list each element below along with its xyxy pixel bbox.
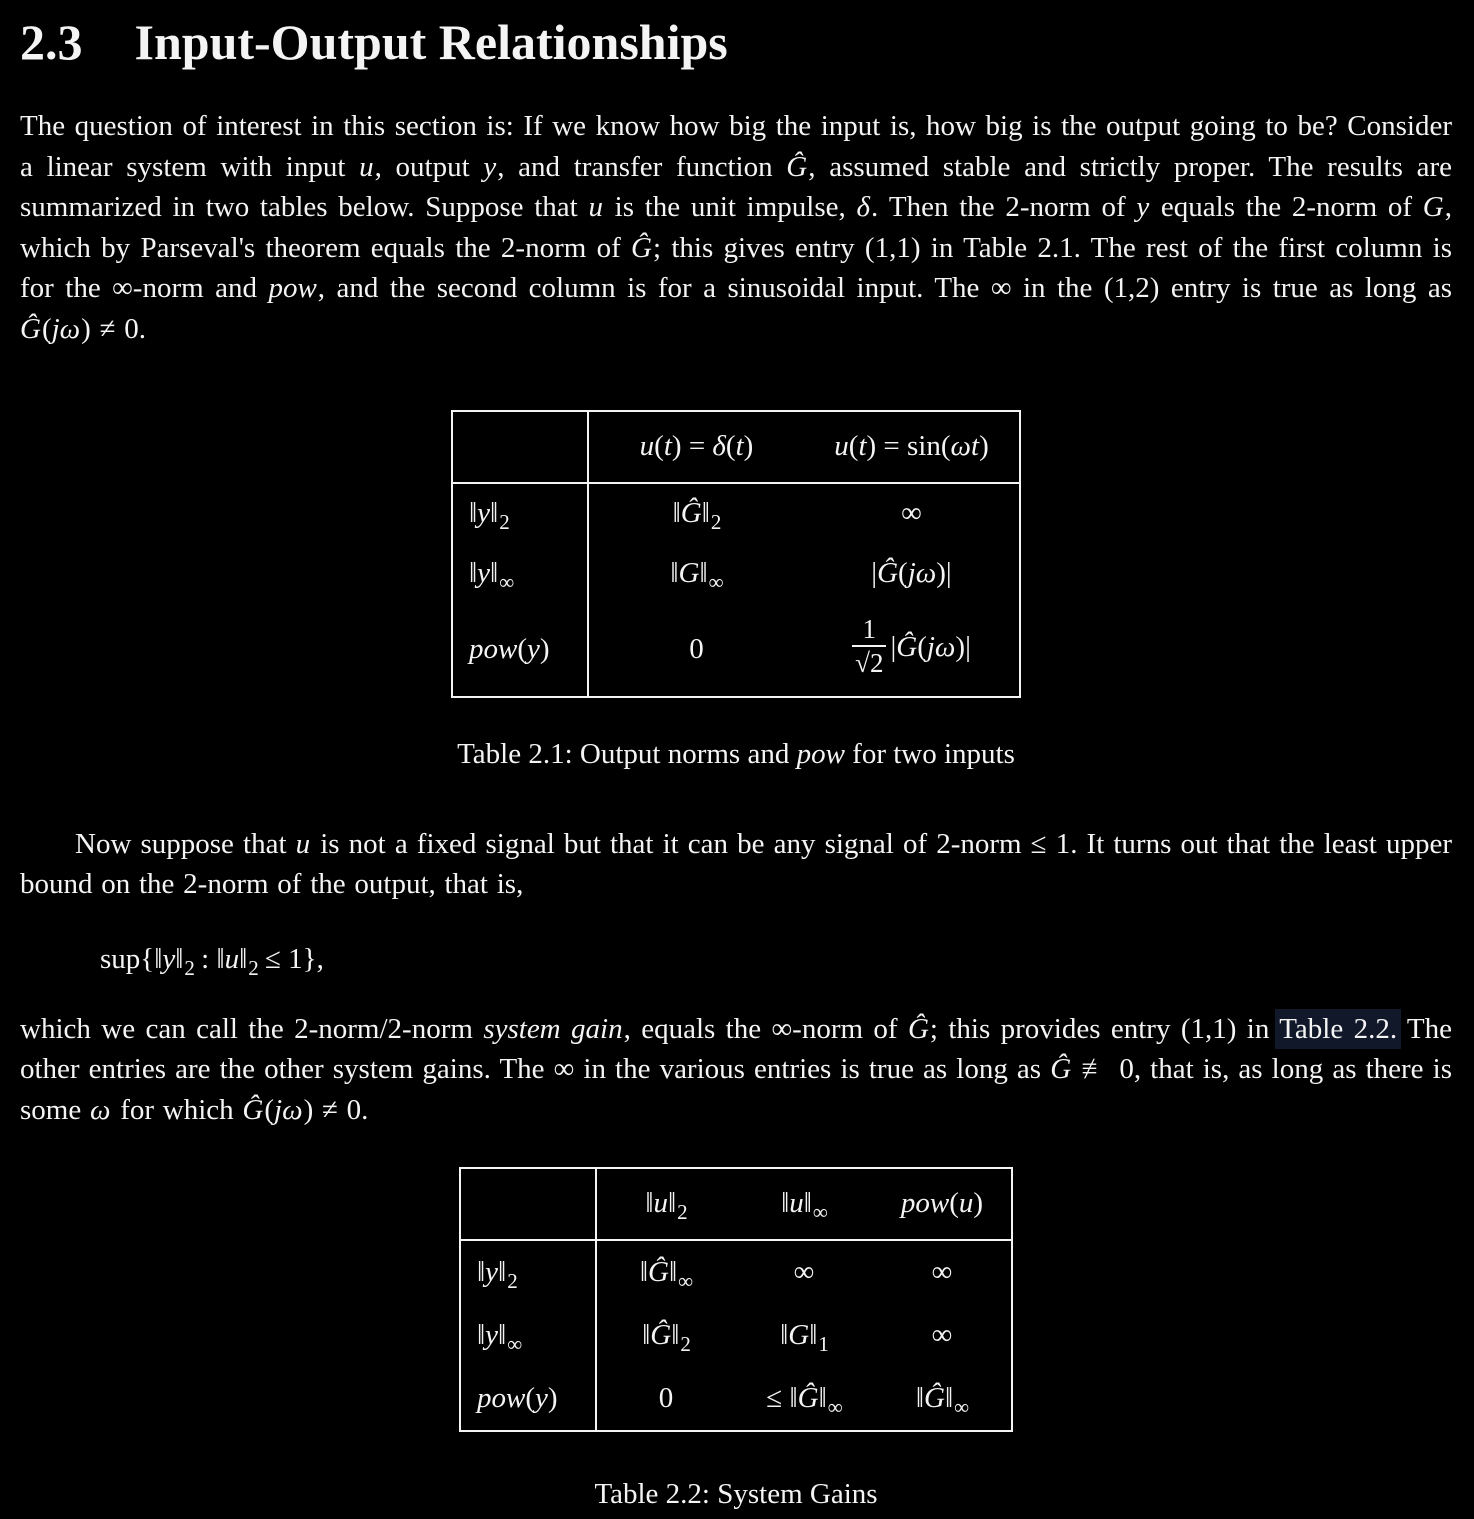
section-number: 2.3 [20, 14, 83, 70]
table-2-1-corner-cell [452, 411, 588, 483]
section-heading [20, 14, 1452, 70]
table-2-1-col-header-impulse: u(t) = δ(t) [588, 411, 804, 483]
table-2-1-row-y2 [452, 483, 1020, 544]
paragraph-intro: The question of interest in this section is: If we know how big the input is, how big is the output going to be? Consider a linear system with input u, output y, and transfer function Ĝ, assumed stable and strictly proper. The results are summarized in two tables below. Suppose that u is the unit impulse, δ. Then the 2-norm of y equals the 2-norm of G, which by Parseval's theorem equals the 2-norm of Ĝ; this gives entry (1,1) in Table 2.1. The rest of the first column is for the ∞-norm and pow, and the second column is for a sinusoidal input. The ∞ in the (1,2) entry is true as long as Ĝ(jω) ≠ 0. [20, 110, 1452, 345]
table-cell: $‖G‖_\infty$ [670, 557, 724, 595]
paragraph-system-gain [20, 1009, 1452, 1131]
table-2-2-col-header-u2: $‖u‖_2$ [596, 1168, 735, 1240]
paragraph-gain-intro: Now suppose that u is not a fixed signal but that it can be any signal of 2-norm ≤ 1. It turns out that the least upper bound on the 2-norm of the output, that is, [20, 827, 1452, 901]
table-cell: $‖Ĝ‖_2$ [642, 1318, 691, 1356]
table-2-2-corner-cell [460, 1168, 596, 1240]
table-cell: 0 [689, 633, 704, 666]
table-cell: $‖Ĝ‖_2$ [672, 497, 722, 535]
row-label: $‖y‖_2$ [460, 1240, 596, 1304]
table-2-2-col-header-uinf: $‖u‖_\infty$ [735, 1168, 873, 1240]
table-2-2-row-pow [460, 1367, 1012, 1431]
table-2-2-wrap [20, 1167, 1452, 1432]
table-2-2-col-header-powu: pow(u) [873, 1168, 1012, 1240]
table-2-1-row-pow [452, 604, 1020, 697]
table-2-2 [459, 1167, 1013, 1432]
table-cell: ∞ [931, 1318, 953, 1351]
table-2-2-header-row [460, 1168, 1012, 1240]
table-cell: $‖Ĝ‖_\infty$ [915, 1381, 970, 1419]
table-2-2-row-yinf [460, 1304, 1012, 1367]
row-label: $‖y‖_\infty$ [452, 544, 588, 604]
table-2-1-header-row [452, 411, 1020, 483]
table-cell: $‖Ĝ‖_\infty$ [639, 1255, 694, 1293]
table-2-1-wrap [20, 410, 1452, 698]
table-2-1 [451, 410, 1021, 698]
table-cell: $\frac{1}{√2}$ |Ĝ(jω)| [804, 604, 1020, 697]
table-cell: ∞ [793, 1255, 815, 1288]
paragraph-text: which we can call the 2-norm/2-norm system gain, equals the ∞-norm of Ĝ; this provides entry (1,1) in [20, 1012, 1280, 1045]
table-cell: $‖G‖_1$ [780, 1318, 829, 1356]
row-label: $‖y‖_2$ [452, 483, 588, 544]
table-2-2-link[interactable]: Table 2.2. [1279, 1012, 1398, 1045]
table-cell: ∞ [901, 497, 922, 530]
paragraph-text: The other entries are the other system gains. The ∞ in the various entries is true as long as Ĝ ≢ 0, that is, as long as there is some ω for which Ĝ(jω) ≠ 0. [20, 1012, 1453, 1126]
table-2-1-row-yinf [452, 544, 1020, 604]
formula-sup-norm: $sup\{‖y‖_2$ : $‖u‖_2 \le 1$}, [100, 942, 324, 980]
row-label: pow(y) [452, 604, 588, 697]
row-label: $‖y‖_\infty$ [460, 1304, 596, 1367]
table-cell: 0 [658, 1381, 674, 1414]
table-2-1-col-header-sinusoid: u(t) = sin(ωt) [804, 411, 1020, 483]
table-cell: ≤ $‖Ĝ‖_\infty$ [766, 1381, 843, 1419]
table-cell: |Ĝ(jω)| [871, 557, 952, 590]
section-title: Input-Output Relationships [134, 14, 728, 70]
table-2-2-row-y2 [460, 1240, 1012, 1304]
table-2-1-caption: Table 2.1: Output norms and pow for two inputs [457, 737, 1015, 770]
table-2-2-caption: Table 2.2: System Gains [594, 1477, 878, 1510]
table-cell: ∞ [931, 1255, 953, 1288]
row-label: pow(y) [460, 1367, 596, 1431]
